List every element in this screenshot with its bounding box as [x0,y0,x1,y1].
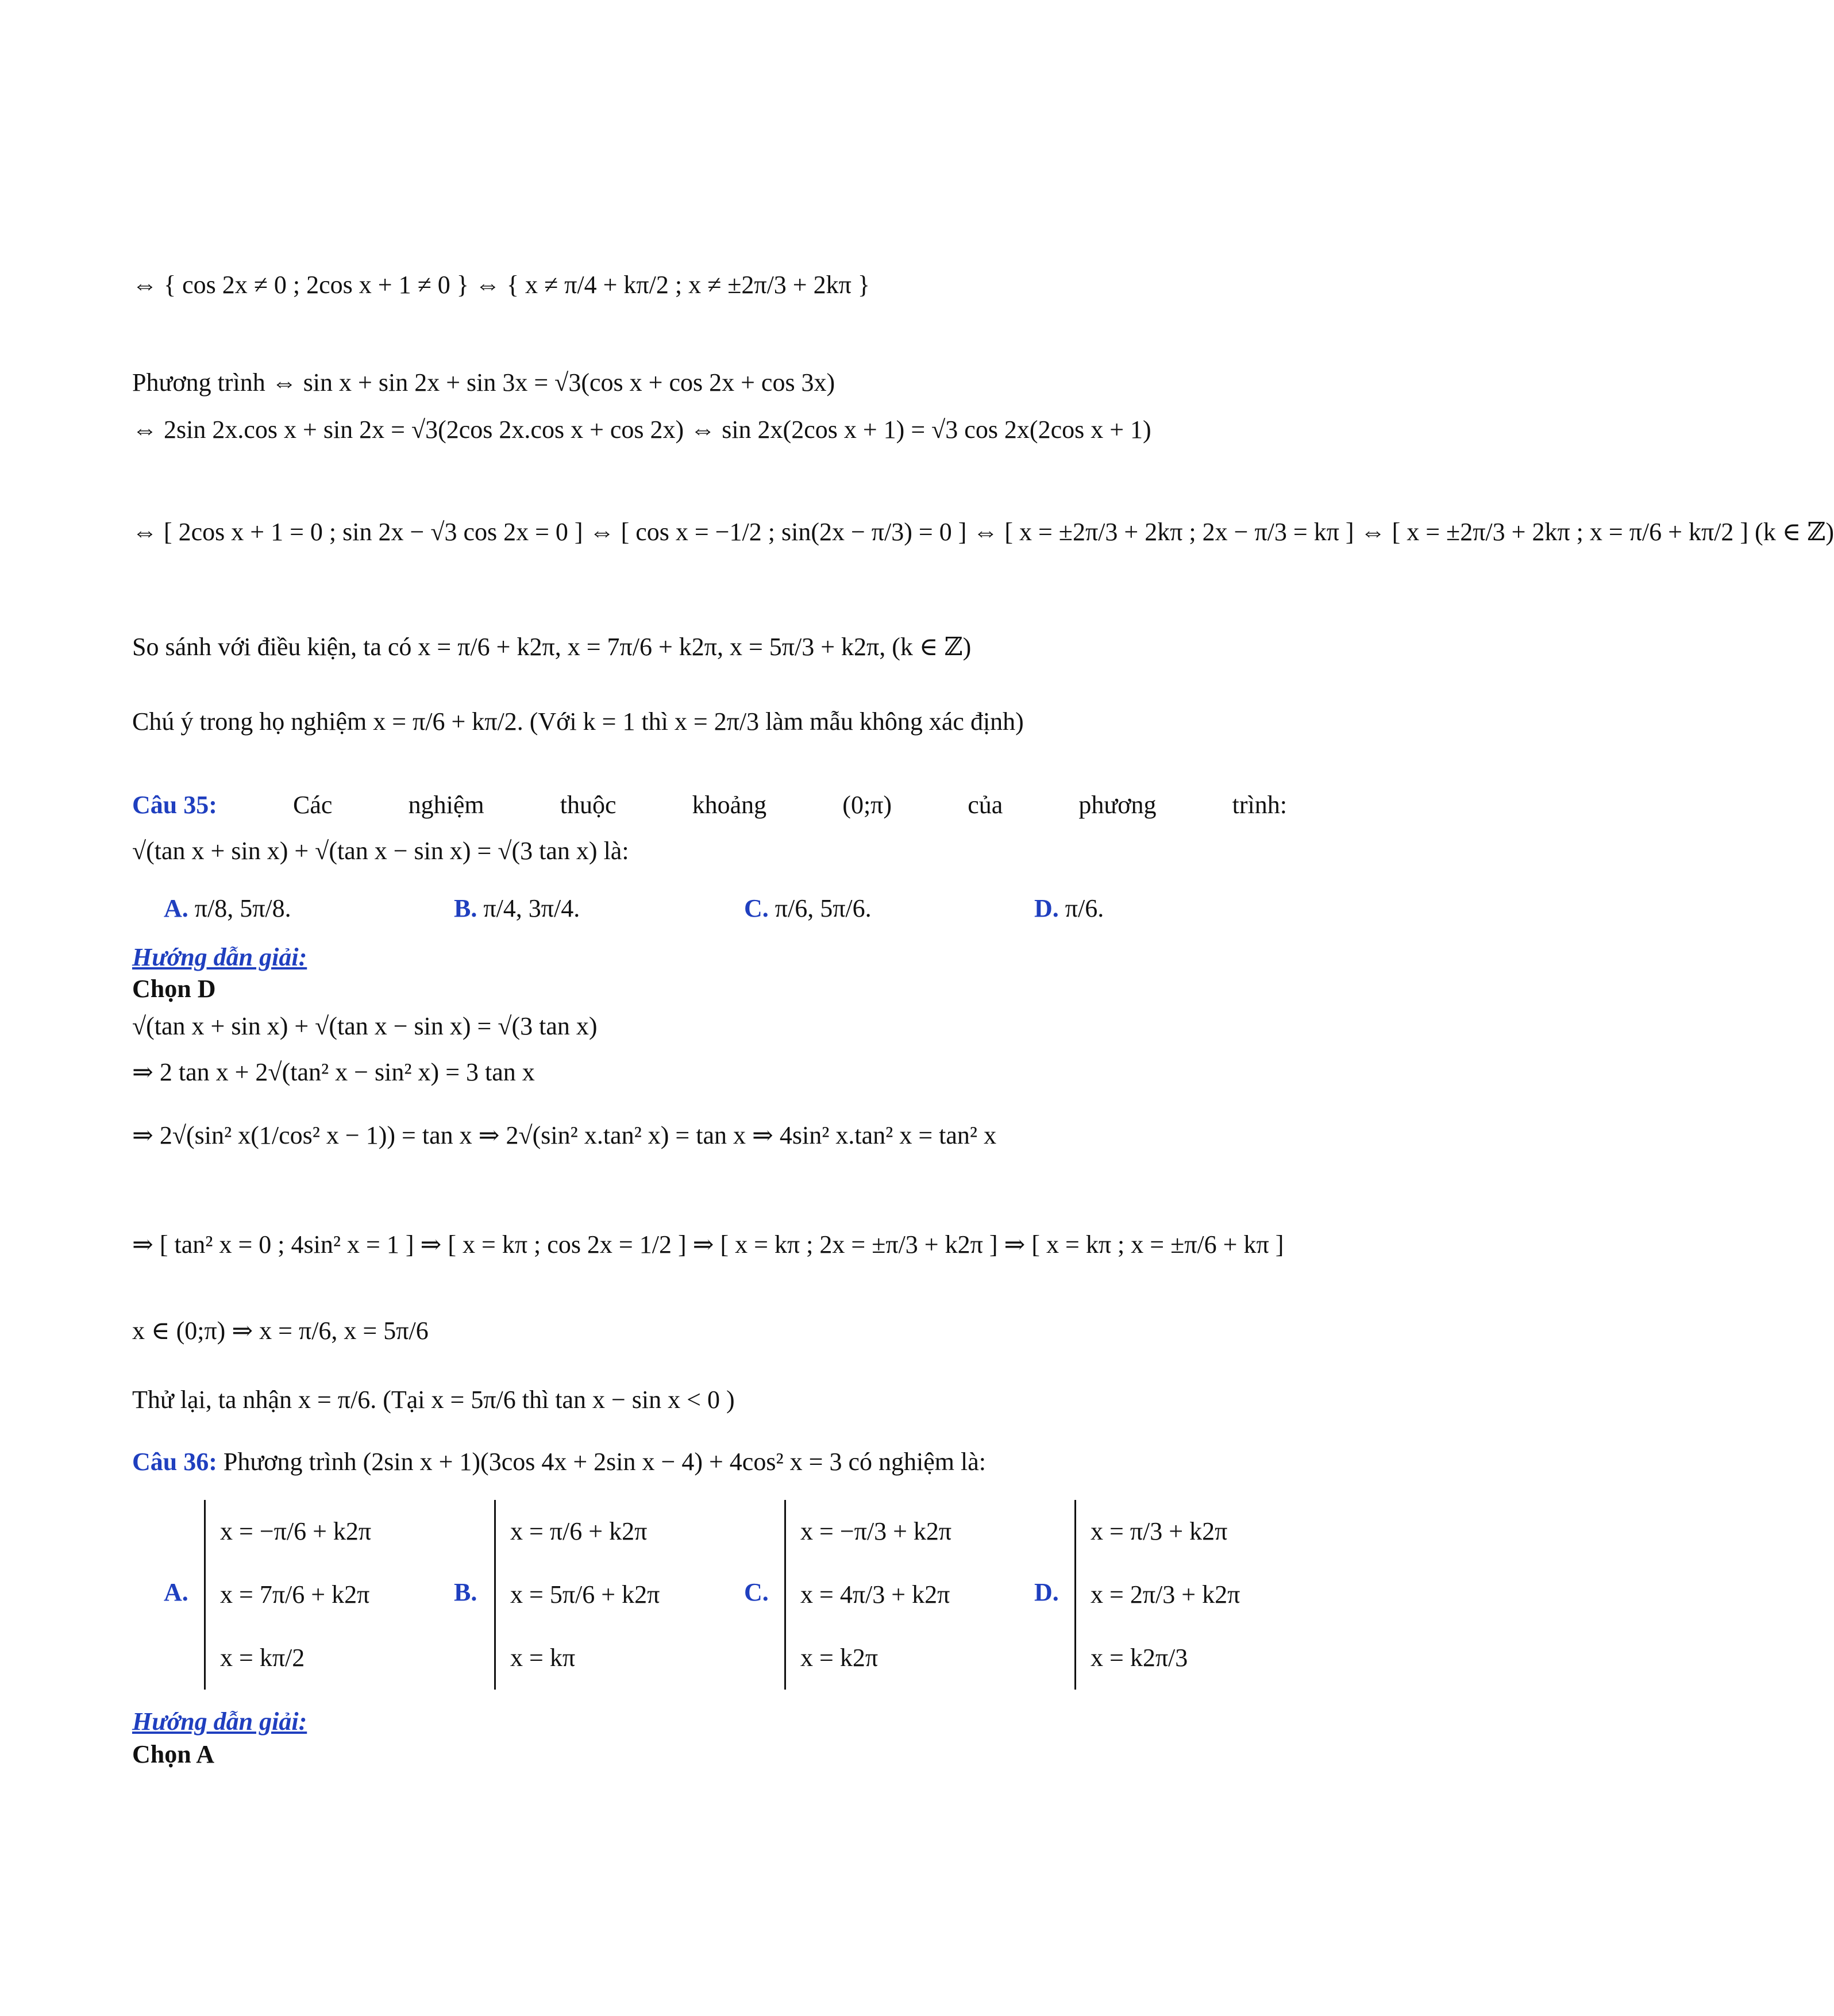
equation-line-3: ⇔ [ 2cos x + 1 = 0 ; sin 2x − √3 cos 2x = 0 ] ⇔ [ cos x = −1/2 ; sin(2x − π/3) = 0 ] ⇔ [ x = ±2π/3 + 2kπ ; 2x − π/3 = kπ ] ⇔ [ x = ±2π/3 + 2kπ ; x = π/6 + kπ/2 ] (k ∈ ℤ) [132,518,1834,546]
question-36-label: Câu 36: [132,1448,217,1476]
question-35-header [132,790,1287,820]
equation-1-text: ⇔ sin x + sin 2x + sin 3x = √3(cos x + cos 2x + cos 3x) [271,368,835,397]
option-line: x = 5π/6 + k2π [510,1580,660,1609]
note-line: Chú ý trong họ nghiệm x = π/6 + kπ/2. (Với k = 1 thì x = 2π/3 làm mẫu không xác định) [132,707,1024,736]
q35-word: khoảng [692,791,767,819]
q35-option-c[interactable] [744,894,872,923]
question-35-equation: √(tan x + sin x) + √(tan x − sin x) = √(3 tan x) là: [132,837,629,865]
q35-word: nghiệm [408,791,484,819]
option-label: C. [744,1578,769,1606]
option-label: C. [744,894,769,922]
option-bracket [204,1500,371,1690]
q35-word: Các [293,791,333,819]
q36-answer: Chọn A [132,1740,215,1768]
option-line: x = 7π/6 + k2π [220,1580,370,1609]
q35-word: thuộc [560,791,617,819]
q35-option-b[interactable] [454,894,580,923]
option-line: x = π/3 + k2π [1091,1517,1228,1545]
q35-step-1: √(tan x + sin x) + √(tan x − sin x) = √(3 tan x) [132,1012,598,1040]
option-line: x = 4π/3 + k2π [800,1580,950,1609]
equation-prefix: Phương trình [132,368,265,397]
q36-guide-heading: Hướng dẫn giải: [132,1707,307,1736]
option-line: x = −π/6 + k2π [220,1517,372,1545]
option-text: π/6. [1065,894,1104,922]
question-35-label: Câu 35: [132,791,217,819]
q35-word: phương [1078,791,1157,819]
option-label: B. [454,1578,477,1606]
q35-word: (0;π) [842,791,892,819]
option-bracket [494,1500,660,1690]
q35-answer: Chọn D [132,975,216,1003]
option-bracket [1074,1500,1240,1690]
option-label: A. [164,1578,188,1606]
question-36-equation: Phương trình (2sin x + 1)(3cos 4x + 2sin x − 4) + 4cos² x = 3 có nghiệm là: [223,1448,986,1476]
q35-guide-heading: Hướng dẫn giải: [132,943,307,971]
q35-word: của [968,791,1003,819]
option-bracket [784,1500,951,1690]
q35-step-2: ⇒ 2 tan x + 2√(tan² x − sin² x) = 3 tan x [132,1058,535,1086]
compare-line: So sánh với điều kiện, ta có x = π/6 + k2π, x = 7π/6 + k2π, x = 5π/3 + k2π, (k ∈ ℤ) [132,633,972,661]
option-label: A. [164,894,188,922]
option-line: x = kπ/2 [220,1644,305,1672]
option-label: D. [1034,1578,1059,1606]
q35-word: trình: [1232,791,1287,819]
option-label: B. [454,894,477,922]
q35-option-a[interactable] [164,894,291,923]
option-label: D. [1034,894,1059,922]
option-text: π/8, 5π/8. [194,894,291,922]
option-line: x = k2π [800,1644,879,1672]
option-text: π/4, 3π/4. [483,894,580,922]
option-line: x = −π/3 + k2π [800,1517,952,1545]
q35-step-5: x ∈ (0;π) ⇒ x = π/6, x = 5π/6 [132,1317,429,1345]
q35-step-6: Thử lại, ta nhận x = π/6. (Tại x = 5π/6 thì tan x − sin x < 0 ) [132,1386,735,1414]
equation-line-1 [132,368,835,398]
option-line: x = 2π/3 + k2π [1091,1580,1240,1609]
equation-line-2: ⇔ 2sin 2x.cos x + sin 2x = √3(2cos 2x.cos x + cos 2x) ⇔ sin 2x(2cos x + 1) = √3 cos 2x(2cos x + 1) [132,415,1151,444]
q35-option-d[interactable] [1034,894,1104,923]
condition-system: ⇔ { cos 2x ≠ 0 ; 2cos x + 1 ≠ 0 } ⇔ { x ≠ π/4 + kπ/2 ; x ≠ ±2π/3 + 2kπ } [132,271,870,299]
q35-step-3: ⇒ 2√(sin² x(1/cos² x − 1)) = tan x ⇒ 2√(sin² x.tan² x) = tan x ⇒ 4sin² x.tan² x = tan² x [132,1121,997,1149]
option-line: x = π/6 + k2π [510,1517,648,1545]
option-line: x = k2π/3 [1091,1644,1188,1672]
option-text: π/6, 5π/6. [775,894,872,922]
q35-step-4: ⇒ [ tan² x = 0 ; 4sin² x = 1 ] ⇒ [ x = kπ ; cos 2x = 1/2 ] ⇒ [ x = kπ ; 2x = ±π/3 + k2π ] ⇒ [ x = kπ ; x = ±π/6 + kπ ] [132,1230,1284,1259]
question-36-header [132,1447,986,1478]
option-line: x = kπ [510,1644,576,1672]
